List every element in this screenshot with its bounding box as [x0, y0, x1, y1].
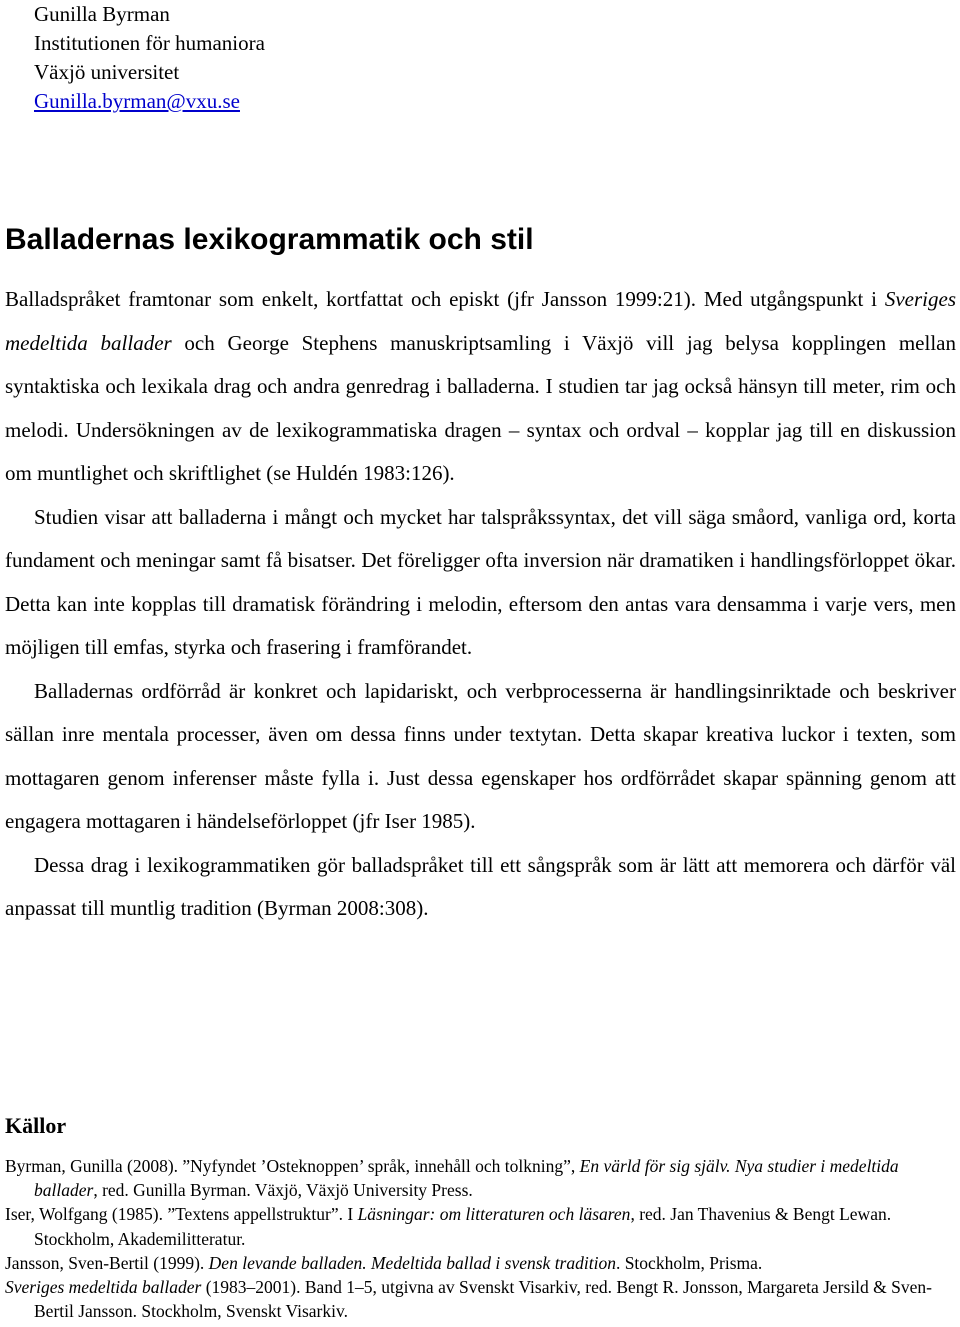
paragraph-2: Studien visar att balladerna i mångt och mycket har talspråkssyntax, det vill säga småord, vanliga ord, korta fundament och meningar samt få bisatser. Det föreligger ofta inversion när dramatiken i handlingsförloppet ökar. Detta kan inte kopplas till dramatisk förändring i melodin, eftersom den antas vara densamma i varje vers, men möjligen till emfas, styrka och frasering i framförandet. [5, 504, 956, 659]
paragraph-1-part-a: Balladspråket framtonar som enkelt, kortfattat och episkt (jfr Jansson 1999:21). Med utgångspunkt i [5, 287, 885, 311]
reference-item [5, 1202, 955, 1250]
reference-text: Iser, Wolfgang (1985). ”Textens appellstruktur”. I [5, 1204, 358, 1225]
paragraph-4: Dessa drag i lexikogrammatiken gör balladspråket till ett sångspråk som är lätt att memorera och därför väl anpassat till muntlig tradition (Byrman 2008:308). [5, 852, 956, 920]
reference-italic: En värld för sig själv. Nya studier i medeltida ballader [34, 1156, 899, 1201]
reference-italic: Sveriges medeltida ballader [5, 1277, 202, 1298]
paragraph-1-part-b: och George Stephens manuskriptsamling i Växjö vill jag belysa kopplingen mellan syntaktiska och lexikala drag och andra genredrag i balladerna. I studien tar jag också hänsyn till meter, rim och melodi. Undersökningen av de lexikogrammatiska dragen – syntax och ordval – kopplar jag till en diskussion om muntlighet och skriftlighet (se Huldén 1983:126). [5, 330, 956, 485]
sources-heading: Källor [5, 1113, 67, 1138]
reference-item [5, 1154, 955, 1202]
author-block [34, 0, 265, 116]
author-department: Institutionen för humaniora [34, 31, 265, 55]
reference-text: . Stockholm, Prisma. [615, 1252, 763, 1273]
reference-text: Byrman, Gunilla (2008). ”Nyfyndet ’Osteknoppen’ språk, innehåll och tolkning”, [5, 1156, 580, 1176]
paragraph-1-italic-title: Sveriges medeltida ballader [5, 287, 956, 355]
reference-text: , red. Jan Thavenius & Bengt Lewan. Stockholm, Akademilitteratur. [34, 1204, 892, 1249]
author-name: Gunilla Byrman [34, 2, 170, 26]
reference-item [5, 1251, 955, 1275]
author-university: Växjö universitet [34, 60, 180, 84]
reference-text: , red. Gunilla Byrman. Växjö, Växjö University Press. [93, 1180, 473, 1201]
paragraph-3: Balladernas ordförråd är konkret och lapidariskt, och verbprocesserna är handlingsinriktade och beskriver sällan inre mentala processer, även om dessa finns under textytan. Detta skapar kreativa luckor i texten, som mottagaren genom inferenser måste fylla i. Just dessa egenskaper hos ordförrådet skapar spänning genom att engagera mottagaren i händelseförloppet (jfr Iser 1985). [5, 678, 956, 833]
reference-item [5, 1275, 955, 1323]
author-email-link[interactable]: Gunilla.byrman@vxu.se [34, 89, 240, 113]
paragraph-1 [5, 278, 956, 496]
reference-text: Jansson, Sven-Bertil (1999). [5, 1252, 209, 1273]
reference-italic: Den levande balladen. Medeltida ballad i svensk tradition [208, 1252, 616, 1273]
abstract-body [5, 278, 956, 931]
reference-text: (1983–2001). Band 1–5, utgivna av Svenskt Visarkiv, red. Bengt R. Jonsson, Margareta Jersild & Sven-Bertil Jansson. Stockholm, Svenskt Visarkiv. [34, 1277, 932, 1322]
page-title: Balladernas lexikogrammatik och stil [5, 223, 534, 256]
sources-list [5, 1154, 955, 1323]
reference-italic: Läsningar: om litteraturen och läsaren [357, 1204, 631, 1225]
